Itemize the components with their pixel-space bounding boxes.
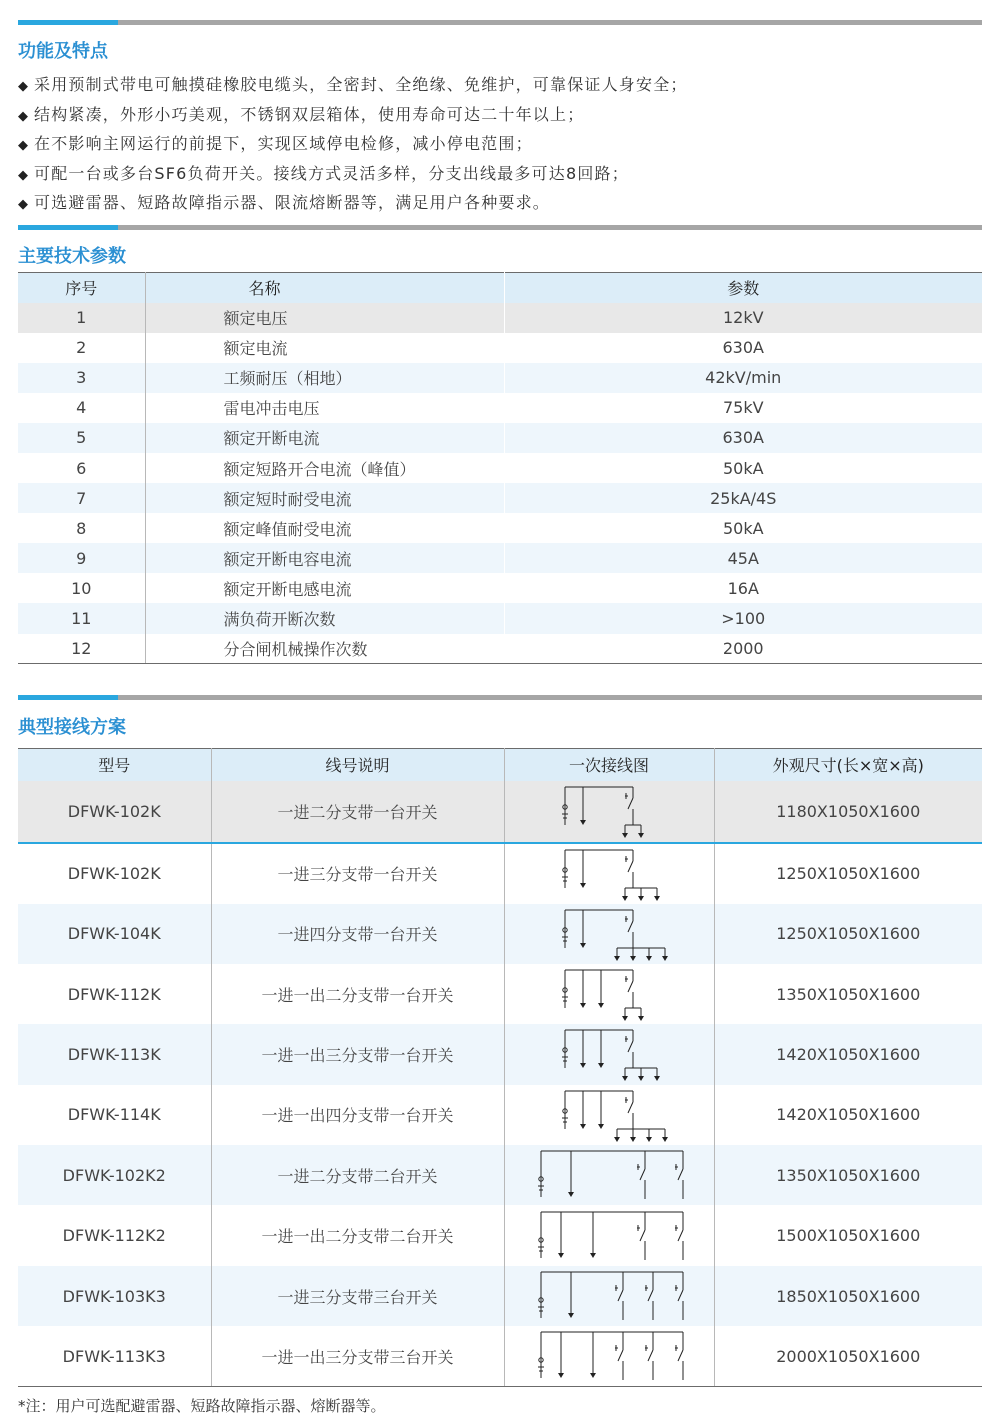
feature-item (18, 129, 982, 159)
param-name: 额定开断电容电流 (145, 543, 504, 573)
param-name: 额定短路开合电流（峰值） (145, 453, 504, 483)
param-value: 630A (504, 423, 982, 453)
wiring-diagram-group (538, 1212, 683, 1260)
scheme-diagram (504, 1145, 714, 1205)
params-header-row (18, 273, 982, 303)
params-row (18, 393, 982, 423)
wiring-diagram-group (562, 910, 668, 961)
section-rule-params (18, 225, 982, 230)
param-name: 额定电流 (145, 333, 504, 363)
param-name: 满负荷开断次数 (145, 603, 504, 633)
param-index: 11 (18, 603, 145, 633)
scheme-size: 1420X1050X1600 (776, 1105, 921, 1125)
param-value: 50kA (722, 458, 764, 478)
scheme-row (18, 964, 982, 1024)
params-row (18, 453, 982, 483)
scheme-size: 1500X1050X1600 (776, 1226, 921, 1246)
wiring-diagram-group (562, 1030, 660, 1081)
wiring-diagram-icon (505, 1206, 713, 1266)
scheme-row (18, 781, 982, 843)
wiring-diagram-icon (505, 1266, 713, 1326)
wiring-diagram-icon (505, 1326, 713, 1386)
params-row (18, 543, 982, 573)
header-name: 名称 (145, 273, 504, 303)
scheme-row (18, 904, 982, 964)
header-index: 序号 (18, 273, 145, 303)
scheme-desc: 一进四分支带一台开关 (211, 904, 504, 964)
scheme-size: 2000X1050X1600 (714, 1326, 982, 1387)
wiring-diagram-group (538, 1151, 683, 1199)
scheme-row (18, 843, 982, 904)
diamond-bullet-icon: ◆ (18, 79, 30, 94)
scheme-size: 1350X1050X1600 (776, 984, 921, 1004)
section-rule-features (18, 20, 982, 25)
params-row (18, 634, 982, 664)
param-index: 1 (18, 303, 145, 333)
schemes-table (18, 748, 982, 1387)
scheme-diagram (504, 964, 714, 1024)
schemes-title: 典型接线方案 (18, 717, 126, 738)
param-value: 12kV (504, 303, 982, 333)
param-value: 16A (727, 578, 759, 598)
wiring-diagram-group (538, 1272, 683, 1320)
scheme-desc: 一进一出二分支带一台开关 (211, 964, 504, 1024)
param-name: 工频耐压（相地） (145, 363, 504, 393)
param-value: 45A (504, 543, 982, 573)
header-size: 外观尺寸(长×宽×高) (714, 749, 982, 781)
scheme-model: DFWK-102K2 (18, 1145, 211, 1205)
scheme-model: DFWK-114K (18, 1085, 211, 1145)
footnote: *注：用户可选配避雷器、短路故障指示器、熔断器等。 (18, 1397, 386, 1415)
scheme-size: 1850X1050X1600 (714, 1266, 982, 1326)
diamond-bullet-icon: ◆ (18, 108, 30, 124)
scheme-desc: 一进一出三分支带一台开关 (211, 1024, 504, 1084)
params-row (18, 513, 982, 543)
wiring-diagram-group (562, 787, 644, 838)
wiring-diagram-icon (505, 1085, 713, 1145)
params-row (18, 423, 982, 453)
params-row (18, 363, 982, 393)
scheme-model: DFWK-112K2 (18, 1205, 211, 1265)
param-value: >100 (504, 603, 982, 633)
scheme-diagram (504, 1205, 714, 1265)
wiring-diagram-group (562, 850, 660, 901)
header-diagram: 一次接线图 (504, 749, 714, 781)
scheme-diagram (504, 781, 714, 843)
scheme-diagram (504, 1085, 714, 1145)
params-row (18, 603, 982, 633)
param-name: 额定峰值耐受电流 (145, 513, 504, 543)
scheme-diagram (504, 843, 714, 904)
param-value: 50kA (722, 518, 764, 538)
scheme-row (18, 1085, 982, 1145)
params-table (18, 272, 982, 664)
scheme-size: 1420X1050X1600 (714, 1024, 982, 1084)
scheme-model: DFWK-113K3 (18, 1326, 211, 1387)
params-row (18, 483, 982, 513)
scheme-desc: 一进三分支带三台开关 (211, 1266, 504, 1326)
param-index: 6 (18, 453, 145, 483)
scheme-size: 1180X1050X1600 (714, 781, 982, 843)
scheme-desc: 一进一出四分支带一台开关 (211, 1085, 504, 1145)
wiring-diagram-group (538, 1332, 683, 1380)
scheme-model: DFWK-104K (18, 904, 211, 964)
scheme-desc: 一进二分支带二台开关 (211, 1145, 504, 1205)
scheme-model: DFWK-113K (18, 1024, 211, 1084)
param-index: 7 (18, 483, 145, 513)
feature-item (18, 159, 982, 189)
wiring-diagram-icon (505, 1145, 713, 1205)
scheme-model: DFWK-103K3 (18, 1266, 211, 1326)
scheme-row (18, 1326, 982, 1387)
diamond-bullet-icon: ◆ (18, 138, 30, 153)
scheme-size: 1350X1050X1600 (714, 1145, 982, 1205)
param-value: 630A (722, 338, 764, 358)
param-value: 75kV (722, 398, 764, 418)
scheme-diagram (504, 1326, 714, 1387)
scheme-row (18, 1024, 982, 1084)
header-desc: 线号说明 (211, 749, 504, 781)
feature-text: 可配一台或多台SF6负荷开关。接线方式灵活多样，分支出线最多可达8回路； (34, 163, 629, 183)
param-name: 额定电压 (145, 303, 504, 333)
param-index: 3 (18, 363, 145, 393)
features-list (18, 70, 982, 218)
params-row (18, 573, 982, 603)
param-index: 5 (18, 423, 145, 453)
wiring-diagram-icon (505, 904, 713, 964)
param-name: 额定短时耐受电流 (145, 483, 504, 513)
params-row (18, 303, 982, 333)
feature-item (18, 100, 982, 130)
params-title: 主要技术参数 (18, 246, 126, 267)
param-name: 分合闸机械操作次数 (145, 634, 504, 664)
wiring-diagram-icon (505, 1024, 713, 1084)
scheme-model: DFWK-102K (18, 843, 211, 904)
param-value: 2000 (504, 634, 982, 664)
param-name: 额定开断电感电流 (145, 573, 504, 603)
scheme-row (18, 1145, 982, 1205)
feature-text: 在不影响主网运行的前提下，实现区域停电检修，减小停电范围； (34, 134, 533, 153)
wiring-diagram-icon (505, 781, 713, 841)
param-index: 2 (18, 333, 145, 363)
param-name: 雷电冲击电压 (145, 393, 504, 423)
wiring-diagram-icon (505, 964, 713, 1024)
scheme-model: DFWK-112K (18, 964, 211, 1024)
param-index: 10 (18, 573, 145, 603)
scheme-size: 1250X1050X1600 (776, 864, 921, 883)
scheme-size: 1250X1050X1600 (714, 904, 982, 964)
diamond-bullet-icon: ◆ (18, 167, 30, 183)
header-value: 参数 (504, 273, 982, 303)
feature-text: 结构紧凑，外形小巧美观，不锈钢双层箱体，使用寿命可达二十年以上； (34, 104, 585, 124)
param-index: 12 (18, 634, 145, 664)
scheme-model: DFWK-102K (18, 781, 211, 843)
scheme-diagram (504, 904, 714, 964)
param-index: 4 (18, 393, 145, 423)
scheme-desc: 一进二分支带一台开关 (211, 781, 504, 843)
param-name: 额定开断电流 (145, 423, 504, 453)
scheme-desc: 一进一出二分支带二台开关 (211, 1205, 504, 1265)
scheme-diagram (504, 1266, 714, 1326)
wiring-diagram-group (562, 1091, 668, 1142)
wiring-diagram-group (562, 970, 644, 1021)
header-model: 型号 (18, 749, 211, 781)
feature-text: 可选避雷器、短路故障指示器、限流熔断器等，满足用户各种要求。 (34, 193, 551, 212)
feature-text: 采用预制式带电可触摸硅橡胶电缆头，全密封、全绝缘、免维护，可靠保证人身安全； (34, 75, 688, 94)
scheme-desc: 一进三分支带一台开关 (211, 843, 504, 904)
scheme-row (18, 1266, 982, 1326)
feature-item (18, 188, 982, 218)
param-value: 42kV/min (504, 363, 982, 393)
param-value: 25kA/4S (504, 483, 982, 513)
param-index: 8 (18, 513, 145, 543)
wiring-diagram-icon (505, 844, 713, 904)
features-title: 功能及特点 (18, 41, 108, 62)
param-index: 9 (18, 543, 145, 573)
scheme-diagram (504, 1024, 714, 1084)
scheme-row (18, 1205, 982, 1265)
feature-item (18, 70, 982, 100)
schemes-header-row (18, 749, 982, 781)
params-row (18, 333, 982, 363)
scheme-desc: 一进一出三分支带三台开关 (211, 1326, 504, 1387)
diamond-bullet-icon: ◆ (18, 197, 30, 212)
section-rule-schemes (18, 695, 982, 700)
